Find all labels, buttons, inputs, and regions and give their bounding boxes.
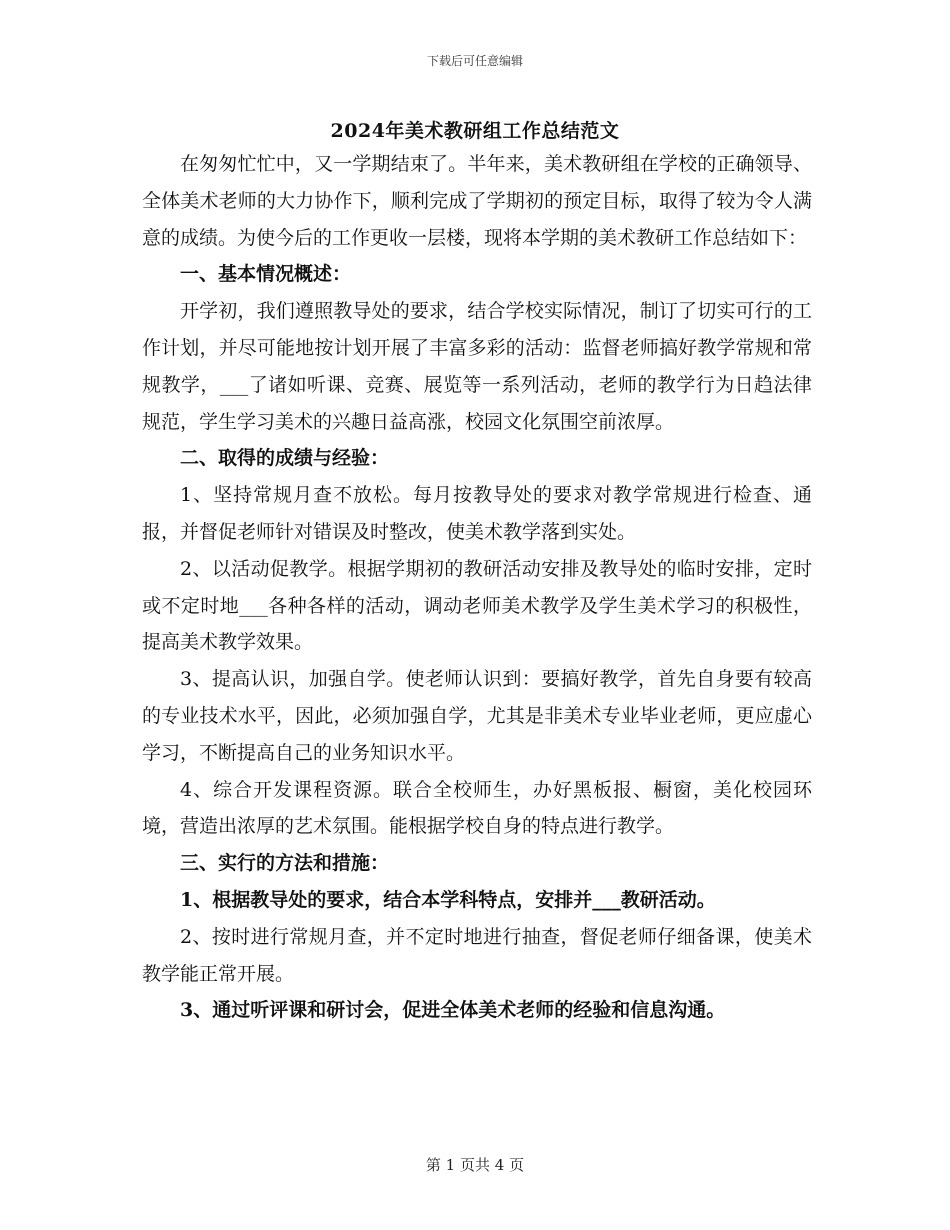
paragraph-achievement-3: 3、提高认识，加强自学。使老师认识到：要搞好教学，首先自身要有较高的专业技术水平，因此，必须加强自学，尤其是非美术专业毕业老师，更应虚心学习，不断提高自己的业务知识水平。 [142, 668, 812, 764]
paragraph-achievement-4: 4、综合开发课程资源。联合全校师生，办好黑板报、橱窗，美化校园环境，营造出浓厚的艺术氛围。能根据学校自身的特点进行教学。 [142, 778, 812, 838]
paragraph-measure-3: 3、通过听评课和研讨会，促进全体美术老师的经验和信息沟通。 [180, 999, 726, 1022]
section-heading-3: 三、实行的方法和措施： [180, 852, 390, 875]
document-body [142, 146, 812, 1029]
page-number: 第 1 页共 4 页 [425, 1156, 525, 1174]
paragraph-measure-2: 2、按时进行常规月查，并不定时地进行抽查，督促老师仔细备课，使美术教学能正常开展。 [142, 925, 812, 985]
section-heading-2: 二、取得的成绩与经验： [180, 447, 390, 470]
paragraph-intro: 在匆匆忙忙中，又一学期结束了。半年来，美术教研组在学校的正确领导、全体美术老师的大力协作下，顺利完成了学期初的预定目标，取得了较为令人满意的成绩。为使今后的工作更收一层楼，现将本学期的美术教研工作总结如下： [142, 153, 812, 249]
section-heading-1: 一、基本情况概述： [180, 263, 352, 286]
document-title: 2024年美术教研组工作总结范文 [330, 120, 620, 142]
download-note: 下载后可任意编辑 [426, 54, 523, 68]
paragraph-achievement-2: 2、以活动促教学。根据学期初的教研活动安排及教导处的临时安排，定时或不定时地___各种各样的活动，调动老师美术教学及学生美术学习的积极性，提高美术教学效果。 [142, 557, 812, 654]
paragraph-overview: 开学初，我们遵照教导处的要求，结合学校实际情况，制订了切实可行的工作计划，并尽可能地按计划开展了丰富多彩的活动：监督老师搞好教学常规和常规教学，___了诸如听课、竞赛、展览等一系列活动，老师的教学行为日趋法律规范，学生学习美术的兴趣日益高涨，校园文化氛围空前浓厚。 [142, 300, 812, 433]
paragraph-achievement-1: 1、坚持常规月查不放松。每月按教导处的要求对教学常规进行检查、通报，并督促老师针对错误及时整改，使美术教学落到实处。 [142, 484, 812, 543]
paragraph-measure-1: 1、根据教导处的要求，结合本学科特点，安排并___教研活动。 [180, 888, 716, 911]
